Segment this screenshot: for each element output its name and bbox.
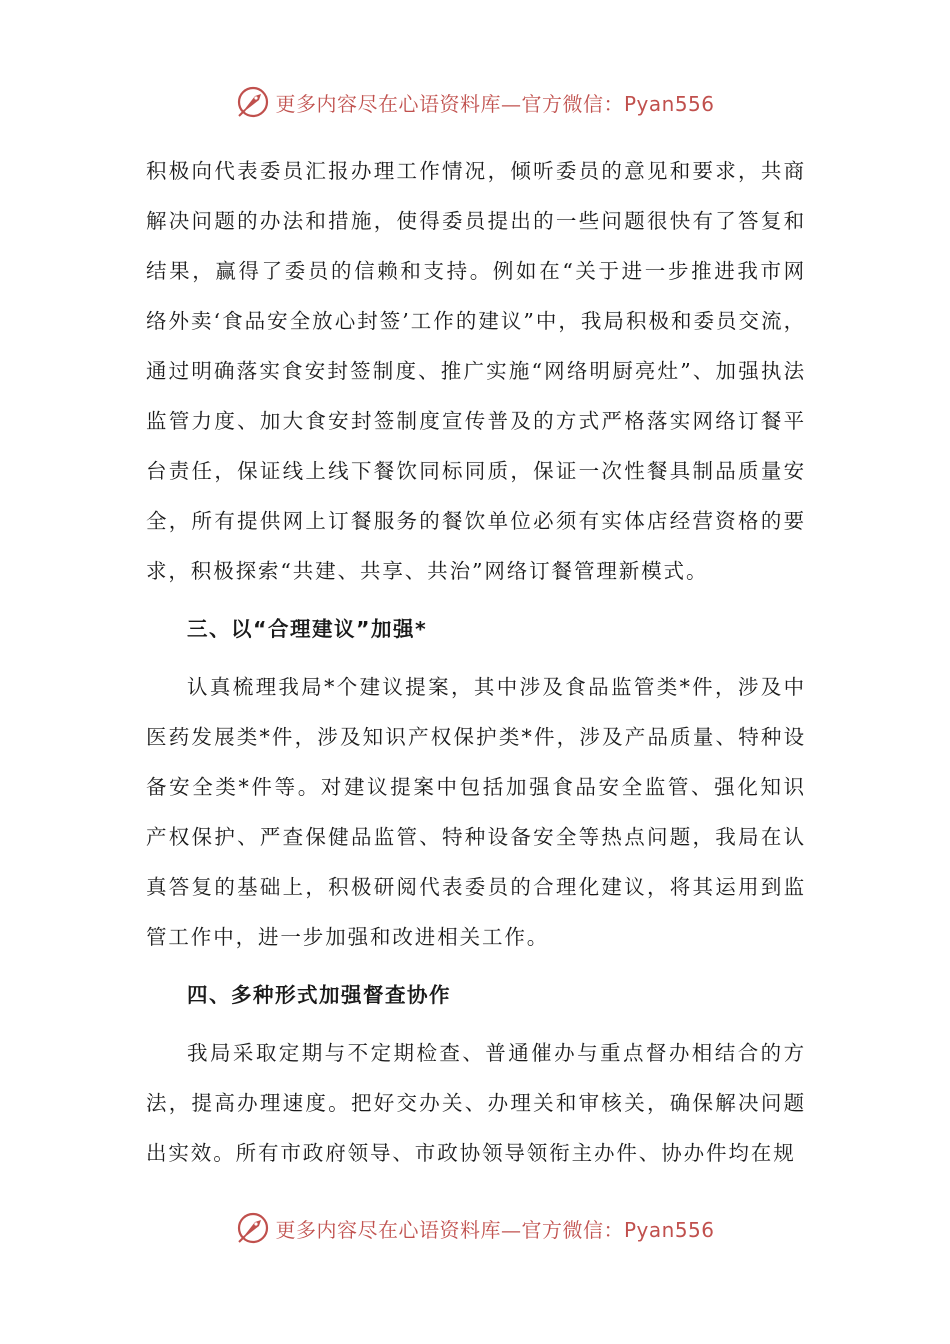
section-heading-4: 四、多种形式加强督查协作 — [187, 983, 451, 1007]
section-heading-3: 三、以“合理建议”加强* — [187, 617, 428, 641]
paragraph-1: 积极向代表委员汇报办理工作情况，倾听委员的意见和要求，共商解决问题的办法和措施，使得委员提出的一些问题很快有了答复和结果，赢得了委员的信赖和支持。例如在“关于进一步推进我市网络外卖‘食品安全放心封签’工作的建议”中，我局积极和委员交流，通过明确落实食安封签制度、推广实施“网络明厨亮灶”、加强执法监管力度、加大食安封签制度宣传普及的方式严格落实网络订餐平台责任，保证线上线下餐饮同标同质，保证一次性餐具制品质量安全，所有提供网上订餐服务的餐饮单位必须有实体店经营资格的要求，积极探索“共建、共享、共治”网络订餐管理新模式。 — [146, 159, 806, 583]
paragraph-3: 我局采取定期与不定期检查、普通催办与重点督办相结合的方法，提高办理速度。把好交办关、办理关和审核关，确保解决问题出实效。所有市政府领导、市政协领导领衔主办件、协办件均在规 — [146, 1041, 806, 1165]
paragraph-2: 认真梳理我局*个建议提案，其中涉及食品监管类*件，涉及中医药发展类*件，涉及知识产权保护类*件，涉及产品质量、特种设备安全类*件等。对建议提案中包括加强食品安全监管、强化知识产权保护、严查保健品监管、特种设备安全等热点问题，我局在认真答复的基础上，积极研阅代表委员的合理化建议，将其运用到监管工作中，进一步加强和改进相关工作。 — [146, 675, 806, 949]
banner-text: 更多内容尽在心语资料库—官方微信：Pyan556 — [275, 91, 715, 116]
footer-banner — [0, 1208, 950, 1248]
pen-nib-logo-icon — [235, 84, 271, 120]
banner-text: 更多内容尽在心语资料库—官方微信：Pyan556 — [275, 1217, 715, 1242]
pen-nib-logo-icon — [235, 1210, 271, 1246]
document-body — [146, 146, 806, 1178]
header-banner — [0, 82, 950, 122]
